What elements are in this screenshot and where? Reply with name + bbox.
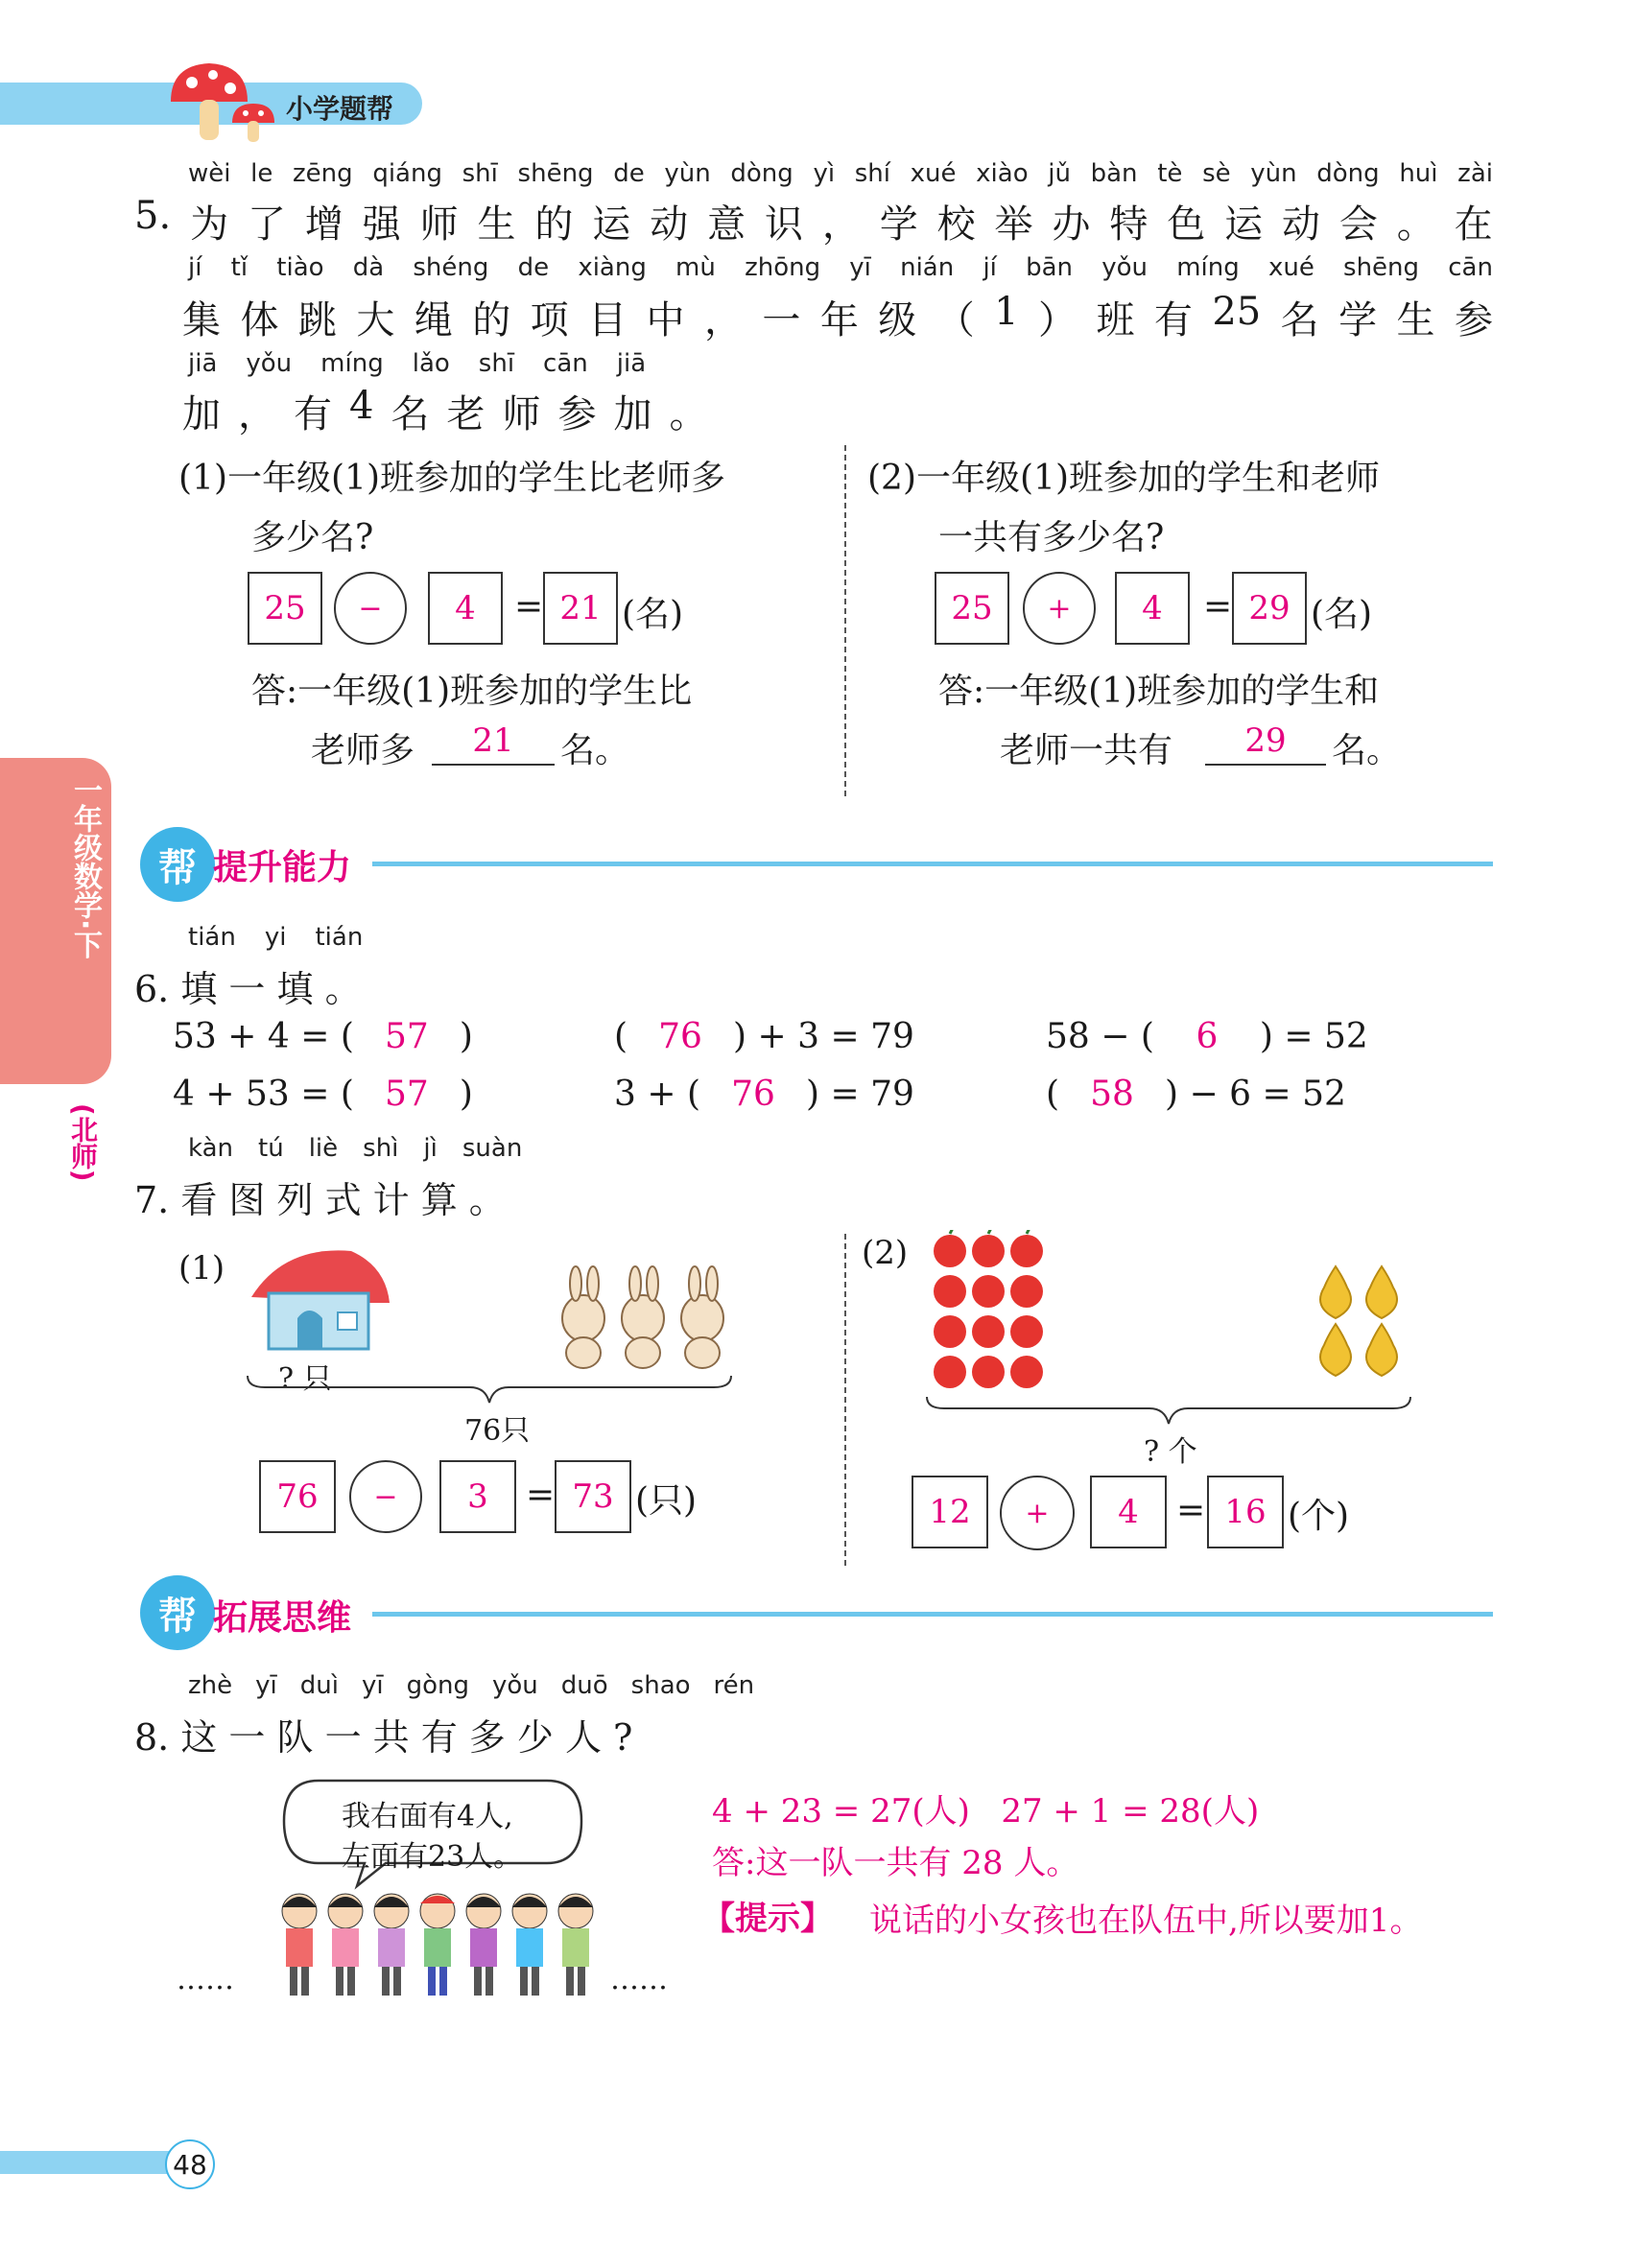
pinyin-syllable: de	[517, 253, 550, 282]
side-tab-edition: (北师)	[67, 1103, 99, 1182]
pinyin-syllable: yǒu	[246, 349, 293, 378]
q6-equation	[1046, 1017, 1368, 1056]
q5-part2-question-2: 一共有多少名?	[938, 518, 1165, 557]
pinyin-syllable: nián	[900, 253, 955, 282]
pinyin-syllable: tián	[315, 923, 364, 952]
pinyin-syllable: yī	[361, 1671, 384, 1700]
children-queue	[271, 1890, 606, 2003]
q5-part1-box-a: 25	[248, 572, 322, 645]
hanzi-char: 一	[762, 298, 801, 343]
pinyin-syllable: xué	[1267, 253, 1314, 282]
q5-text-row-2	[182, 290, 1493, 344]
q5-part1-question-2: 多少名?	[251, 518, 374, 557]
pinyin-syllable: dòng	[1316, 159, 1380, 188]
pinyin-syllable: xiào	[976, 159, 1029, 188]
q5-part2-box-a: 25	[935, 572, 1009, 645]
hanzi-char: 4	[349, 384, 374, 428]
hanzi-char: 举	[994, 202, 1033, 247]
q8-answer-text: 答:这一队一共有 28 人。	[712, 1844, 1079, 1882]
pinyin-syllable: zài	[1457, 159, 1493, 188]
hanzi-char: 运	[1224, 202, 1264, 247]
q6-equation-left: 58 − (	[1046, 1017, 1154, 1056]
pinyin-syllable: shī	[478, 349, 515, 378]
q7-part1-box-a: 76	[259, 1460, 336, 1533]
pinyin-syllable: liè	[308, 1134, 339, 1163]
q6-equation-right: ) + 3 = 79	[733, 1017, 914, 1056]
q8-label: 8. 这 一 队 一 共 有 多 少 人 ?	[134, 1716, 633, 1759]
q8-pinyin	[188, 1671, 754, 1700]
hanzi-char: 班	[1096, 298, 1135, 343]
q7-part1-box-result: 73	[555, 1460, 631, 1533]
hanzi-char: 生	[477, 202, 516, 247]
section2-title: 拓展思维	[213, 1598, 352, 1638]
q5-part2-answer-post: 名。	[1332, 731, 1402, 770]
q7-label: 7. 看 图 列 式 计 算 。	[134, 1179, 506, 1221]
q6-equation-left: 4 + 53 = (	[173, 1075, 354, 1114]
hanzi-char: 加	[613, 392, 652, 437]
pinyin-syllable: xiàng	[578, 253, 647, 282]
pinyin-syllable: shī	[462, 159, 498, 188]
q5-part1-answer-value: 21	[432, 721, 555, 766]
hanzi-char: 的	[472, 298, 511, 343]
hanzi-char: 师	[419, 202, 459, 247]
mushroom-logo	[163, 56, 278, 148]
pinyin-syllable: suàn	[462, 1134, 523, 1163]
pinyin-syllable: gòng	[406, 1671, 469, 1700]
q7-part2-box-result: 16	[1207, 1476, 1284, 1548]
q5-part1-box-b: 4	[428, 572, 503, 645]
q7-part1-box-b: 3	[439, 1460, 516, 1533]
q7-part1-tag: (1)	[178, 1249, 225, 1288]
side-tab-grade: 一年级数学·下	[68, 775, 102, 959]
hanzi-char: 的	[534, 202, 574, 247]
pinyin-syllable: huì	[1399, 159, 1438, 188]
hanzi-char: 老	[446, 392, 485, 437]
q7-part2-operator: +	[1000, 1476, 1075, 1550]
hanzi-char: 意	[707, 202, 746, 247]
pinyin-syllable: yì	[813, 159, 836, 188]
hanzi-char: 。	[1396, 202, 1435, 247]
q7-part2-unknown: ? 个	[1144, 1435, 1197, 1469]
pinyin-syllable: yī	[849, 253, 871, 282]
pinyin-syllable: duō	[560, 1671, 608, 1700]
hanzi-char: 办	[1052, 202, 1091, 247]
q6-answer: 57	[384, 1017, 429, 1056]
q6-answer: 6	[1196, 1017, 1219, 1056]
hanzi-char: 绳	[414, 298, 453, 343]
hanzi-char: 师	[502, 392, 541, 437]
q5-part2-unit: (名)	[1311, 595, 1373, 634]
q6-equation	[1046, 1075, 1346, 1114]
pinyin-syllable: duì	[299, 1671, 339, 1700]
q8-hint-text: 说话的小女孩也在队伍中,所以要加1。	[869, 1902, 1423, 1940]
q5-part2-box-b: 4	[1115, 572, 1190, 645]
q6-answer: 57	[384, 1075, 429, 1114]
q6-equation	[614, 1075, 914, 1114]
q8-answer-formula: 4 + 23 = 27(人) 27 + 1 = 28(人)	[712, 1792, 1260, 1831]
rabbits-illustration	[555, 1264, 735, 1370]
q6-answer: 58	[1090, 1075, 1134, 1114]
hanzi-char: 中	[646, 298, 685, 343]
q5-part1-question-1: (1)一年级(1)班参加的学生比老师多	[178, 459, 725, 498]
pinyin-syllable: cān	[543, 349, 588, 378]
queue-dots-left: ……	[177, 1963, 234, 1996]
hanzi-char: 动	[650, 202, 689, 247]
q7-part2-equals: =	[1176, 1491, 1206, 1530]
pinyin-syllable: qiáng	[372, 159, 442, 188]
q6-equation	[614, 1017, 914, 1056]
q5-pinyin-row-3	[188, 349, 647, 378]
hanzi-char: 25	[1212, 290, 1262, 334]
section2-line	[372, 1612, 1493, 1617]
q5-part2-equals: =	[1203, 587, 1233, 626]
hanzi-char: 体	[240, 298, 279, 343]
q7-part2-box-a: 12	[912, 1476, 988, 1548]
footer-bar	[0, 2151, 188, 2174]
q6-equation-left: (	[614, 1017, 628, 1056]
pinyin-syllable: yǒu	[1101, 253, 1148, 282]
hanzi-char: ）	[1038, 298, 1077, 343]
q5-part1-unit: (名)	[622, 595, 684, 634]
pinyin-syllable: tián	[188, 923, 236, 952]
q7-part1-unit: (只)	[635, 1481, 698, 1521]
q7-part1-equals: =	[526, 1476, 556, 1515]
hanzi-char: 名	[391, 392, 430, 437]
q7-part2-tag: (2)	[862, 1234, 909, 1272]
pinyin-syllable: rén	[713, 1671, 755, 1700]
pinyin-syllable: yī	[255, 1671, 277, 1700]
header-brand: 小学题帮	[286, 93, 394, 125]
hanzi-char: 校	[936, 202, 976, 247]
pinyin-syllable: tiào	[276, 253, 324, 282]
pinyin-syllable: cān	[1448, 253, 1493, 282]
hanzi-char: 色	[1167, 202, 1206, 247]
pinyin-syllable: tú	[258, 1134, 284, 1163]
hanzi-char: 参	[1454, 298, 1493, 343]
hanzi-char: 级	[878, 298, 917, 343]
pinyin-syllable: yùn	[664, 159, 711, 188]
pinyin-syllable: míng	[1176, 253, 1240, 282]
q7-pinyin	[188, 1134, 522, 1163]
hanzi-char: 学	[879, 202, 918, 247]
pinyin-syllable: dà	[352, 253, 385, 282]
q7-part1-operator: −	[349, 1460, 422, 1533]
hanzi-char: 会	[1338, 202, 1378, 247]
section1-badge: 帮	[140, 827, 215, 902]
q6-answer: 76	[731, 1075, 775, 1114]
pinyin-syllable: zhōng	[745, 253, 821, 282]
hanzi-char: 特	[1109, 202, 1149, 247]
hanzi-char: 识	[764, 202, 803, 247]
q5-divider	[844, 445, 846, 796]
pinyin-syllable: míng	[320, 349, 384, 378]
pinyin-syllable: zhè	[188, 1671, 233, 1700]
hanzi-char: 增	[304, 202, 343, 247]
q6-equation-left: (	[1046, 1075, 1060, 1114]
hanzi-char: 1	[994, 290, 1019, 334]
q7-part2-brace	[925, 1395, 1412, 1429]
hanzi-char: 有	[1153, 298, 1193, 343]
q5-part1-operator: −	[334, 572, 407, 645]
pinyin-syllable: yǒu	[492, 1671, 538, 1700]
hanzi-char: 集	[182, 298, 221, 343]
hanzi-char: 大	[356, 298, 395, 343]
pinyin-syllable: jí	[188, 253, 202, 282]
pinyin-syllable: lǎo	[412, 349, 450, 378]
q7-part1-brace	[246, 1374, 733, 1408]
bubble-line-1: 我右面有4人,	[342, 1800, 513, 1833]
pinyin-syllable: shao	[630, 1671, 691, 1700]
q6-pinyin	[188, 923, 363, 952]
hanzi-char: 。	[669, 392, 708, 437]
q5-part2-answer-pre: 老师一共有	[1000, 731, 1173, 770]
pinyin-syllable: sè	[1202, 159, 1231, 188]
q8-hint-tag: 【提示】	[702, 1900, 833, 1938]
pinyin-syllable: yi	[264, 923, 287, 952]
pinyin-syllable: shéng	[413, 253, 489, 282]
hanzi-char: 动	[1281, 202, 1320, 247]
q5-pinyin-row-2	[188, 253, 1493, 282]
hanzi-char: 学	[1338, 298, 1378, 343]
q6-equation-right: )	[459, 1075, 473, 1114]
q6-equation-left: 53 + 4 = (	[173, 1017, 354, 1056]
house-illustration	[246, 1243, 391, 1357]
pinyin-syllable: bàn	[1090, 159, 1138, 188]
pinyin-syllable: jǔ	[1048, 159, 1071, 188]
pinyin-syllable: jiā	[616, 349, 647, 378]
q5-part1-answer-post: 名。	[560, 731, 630, 770]
q5-part1-answer-pre: 老师多	[311, 731, 415, 770]
bubble-line-2: 左面有23人。	[342, 1840, 523, 1874]
hanzi-char: 加	[182, 392, 221, 437]
hanzi-char: ，	[821, 202, 861, 247]
q6-label: 6. 填 一 填 。	[134, 968, 362, 1010]
q6-equation-right: )	[459, 1017, 473, 1056]
pinyin-syllable: shēng	[517, 159, 594, 188]
q7-divider	[844, 1234, 846, 1566]
pinyin-syllable: de	[613, 159, 645, 188]
q6-equation-right: ) = 52	[1259, 1017, 1368, 1056]
q5-part2-question-1: (2)一年级(1)班参加的学生和老师	[867, 459, 1380, 498]
pinyin-syllable: zēng	[293, 159, 353, 188]
pinyin-syllable: dòng	[730, 159, 793, 188]
pinyin-syllable: tǐ	[230, 253, 249, 282]
hanzi-char: 在	[1454, 202, 1493, 247]
hanzi-char: 5.	[134, 194, 172, 238]
q6-equation-right: ) = 79	[806, 1075, 914, 1114]
hanzi-char: 名	[1280, 298, 1319, 343]
pinyin-syllable: jí	[983, 253, 997, 282]
pears-illustration	[1314, 1259, 1407, 1383]
q5-text-row-3	[182, 384, 708, 438]
pinyin-syllable: shēng	[1343, 253, 1420, 282]
pinyin-syllable: xué	[910, 159, 957, 188]
hanzi-char: （	[935, 298, 975, 343]
section1-title: 提升能力	[213, 848, 352, 887]
section2-badge: 帮	[140, 1575, 215, 1650]
q6-equation	[173, 1075, 473, 1114]
q5-part2-answer-value: 29	[1205, 721, 1326, 766]
pinyin-syllable: mù	[675, 253, 716, 282]
hanzi-char: 运	[592, 202, 631, 247]
q7-part2-unit: (个)	[1288, 1497, 1350, 1536]
q5-part1-equals: =	[514, 587, 544, 626]
apples-illustration	[931, 1230, 1046, 1395]
queue-dots-right: ……	[610, 1963, 668, 1996]
hanzi-char: ，	[703, 298, 743, 343]
q5-part2-box-result: 29	[1232, 572, 1307, 645]
hanzi-char: 年	[819, 298, 859, 343]
section1-line	[372, 862, 1493, 866]
hanzi-char: 强	[362, 202, 401, 247]
page-number: 48	[165, 2139, 215, 2189]
q7-part2-box-b: 4	[1090, 1476, 1167, 1548]
hanzi-char: 有	[294, 392, 332, 437]
hanzi-char: 项	[530, 298, 569, 343]
pinyin-syllable: wèi	[188, 159, 231, 188]
hanzi-char: 参	[557, 392, 597, 437]
q5-part2-answer-1: 答:一年级(1)班参加的学生和	[938, 672, 1380, 711]
q6-equation-left: 3 + (	[614, 1075, 700, 1114]
q7-part1-total: 76只	[464, 1414, 531, 1448]
pinyin-syllable: le	[250, 159, 273, 188]
pinyin-syllable: yùn	[1250, 159, 1297, 188]
pinyin-syllable: jiā	[188, 349, 218, 378]
q6-equation	[173, 1017, 473, 1056]
pinyin-syllable: kàn	[188, 1134, 234, 1163]
pinyin-syllable: tè	[1157, 159, 1183, 188]
hanzi-char: 跳	[297, 298, 337, 343]
q6-answer: 76	[658, 1017, 702, 1056]
pinyin-syllable: shì	[363, 1134, 399, 1163]
q5-part1-box-result: 21	[543, 572, 618, 645]
pinyin-syllable: bān	[1026, 253, 1074, 282]
q5-pinyin-row-1	[188, 159, 1493, 188]
hanzi-char: ，	[238, 392, 276, 437]
q5-text-row-1	[134, 194, 1493, 248]
pinyin-syllable: shí	[854, 159, 890, 188]
pinyin-syllable: jì	[423, 1134, 438, 1163]
hanzi-char: 了	[247, 202, 286, 247]
q6-equation-right: ) − 6 = 52	[1165, 1075, 1346, 1114]
q5-part1-answer-1: 答:一年级(1)班参加的学生比	[251, 672, 693, 711]
q7-part1-unknown: ? 只	[278, 1362, 332, 1396]
hanzi-char: 为	[190, 202, 229, 247]
q5-part2-operator: +	[1023, 572, 1096, 645]
hanzi-char: 生	[1396, 298, 1435, 343]
hanzi-char: 目	[588, 298, 628, 343]
